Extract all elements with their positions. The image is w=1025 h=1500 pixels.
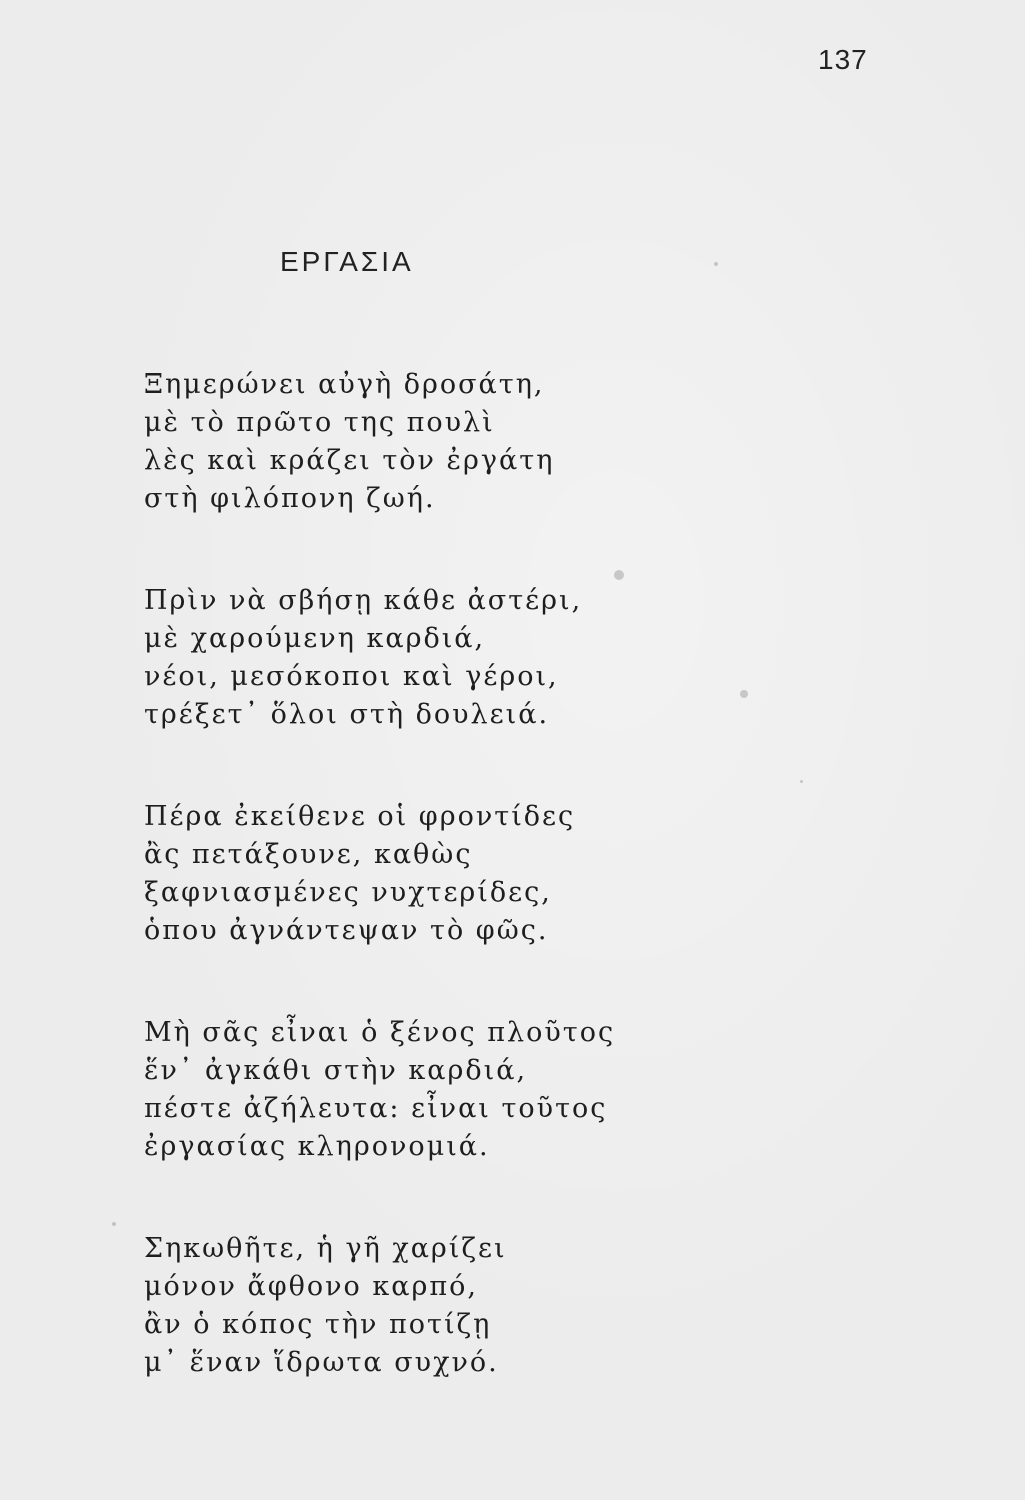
- page-number: 137: [818, 44, 868, 75]
- poem-line: πέστε ἀζήλευτα: εἶναι τοῦτος: [144, 1093, 608, 1124]
- stanza-4: [144, 1014, 704, 1166]
- poem-line: ἂν ὁ κόπος τὴν ποτίζῃ: [144, 1309, 492, 1340]
- poem-line: Σηκωθῆτε, ἡ γῆ χαρίζει: [144, 1233, 507, 1264]
- poem-line: ἂς πετάξουνε, καθὼς: [144, 839, 473, 870]
- poem-line: μ᾽ ἕναν ἵδρωτα συχνό.: [144, 1347, 499, 1378]
- poem-line: Ξημερώνει αὐγὴ δροσάτη,: [144, 369, 545, 400]
- poem-line: μὲ χαρούμενη καρδιά,: [144, 623, 486, 654]
- paper-speck: [714, 262, 718, 266]
- poem-line: μόνον ἄφθονο καρπό,: [144, 1271, 478, 1302]
- stanza-2: [144, 582, 704, 734]
- poem-line: μὲ τὸ πρῶτο της πουλὶ: [144, 407, 495, 438]
- stanza-5: [144, 1230, 704, 1382]
- poem-line: στὴ φιλόπονη ζωή.: [144, 483, 436, 514]
- paper-speck: [614, 570, 624, 580]
- paper-speck: [112, 1222, 116, 1226]
- poem-line: λὲς καὶ κράζει τὸν ἐργάτη: [144, 445, 555, 476]
- poem-line: Πέρα ἐκείθενε οἱ φροντίδες: [144, 801, 576, 832]
- poem-title: ΕΡΓΑΣΙΑ: [280, 246, 414, 277]
- paper-speck: [740, 690, 748, 698]
- stanza-1: [144, 366, 704, 518]
- poem-line: Μὴ σᾶς εἶναι ὁ ξένος πλοῦτος: [144, 1017, 616, 1048]
- poem-line: τρέξετ᾽ ὅλοι στὴ δουλειά.: [144, 699, 550, 730]
- stanza-3: [144, 798, 704, 950]
- poem-line: ξαφνιασμένες νυχτερίδες,: [144, 877, 552, 908]
- poem-line: ὁπου ἀγνάντεψαν τὸ φῶς.: [144, 915, 549, 946]
- paper-speck: [800, 780, 803, 783]
- poem-line: ἕν᾽ ἀγκάθι στὴν καρδιά,: [144, 1055, 528, 1086]
- poem-line: ἐργασίας κληρονομιά.: [144, 1131, 490, 1162]
- poem-body: [144, 366, 704, 1446]
- poem-line: Πρὶν νὰ σβήσῃ κάθε ἀστέρι,: [144, 585, 583, 616]
- poem-line: νέοι, μεσόκοποι καὶ γέροι,: [144, 661, 559, 692]
